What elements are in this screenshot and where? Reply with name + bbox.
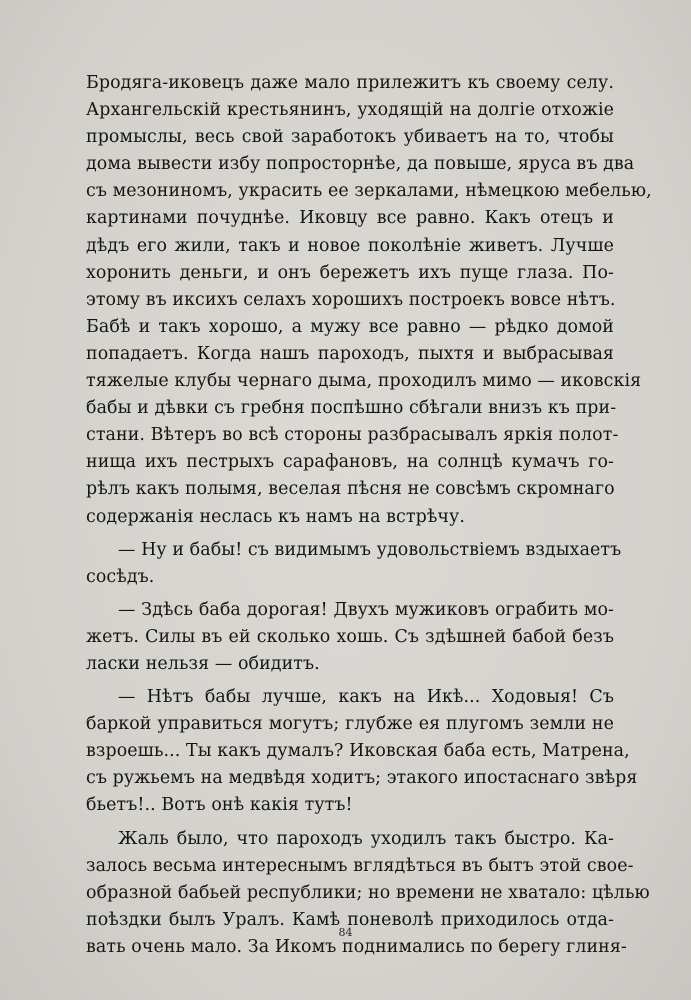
text-line: — Ну и бабы! съ видимымъ удовольствіемъ вздыхаетъ (118, 539, 622, 560)
text-line: сосѣдъ. (86, 566, 155, 587)
text-line: картинами почуднѣе. Иковцу все равно. Какъ отецъ и (86, 208, 614, 229)
text-line: взроешь... Ты какъ думалъ? Иковская баба есть, Матрена, (86, 741, 630, 762)
text-line: Жаль было, что пароходъ уходилъ такъ быстро. Ка- (118, 828, 614, 849)
text-line: тяжелые клубы чернаго дыма, проходилъ мимо — иковскія (86, 371, 642, 392)
body-text (86, 70, 652, 961)
text-line: Бродяга-иковецъ даже мало прилежитъ къ своему селу. (86, 73, 614, 93)
text-line: баркой управиться могутъ; глубже ея плугомъ земли не (86, 714, 614, 735)
text-line: дѣдъ его жили, такъ и новое поколѣніе живетъ. Лучше (86, 235, 614, 256)
text-line: содержанія неслась къ намъ на встрѣчу. (86, 506, 465, 527)
paragraph (86, 684, 638, 819)
page-number: 84 (338, 926, 353, 939)
paragraph (86, 597, 614, 678)
text-line: — Здѣсь баба дорогая! Двухъ мужиковъ ограбить мо- (118, 599, 614, 620)
text-line: бьетъ!.. Вотъ онѣ какія тутъ! (86, 795, 353, 816)
text-line: поѣздки былъ Уралъ. Камѣ поневолѣ приходилось отда- (86, 909, 614, 930)
paragraph (86, 826, 650, 961)
text-line: — Нѣтъ бабы лучше, какъ на Икѣ... Ходовыя! Съ (118, 687, 614, 708)
text-line: ласки нельзя — обидитъ. (86, 653, 320, 674)
text-line: бабы и дѣвки съ гребня поспѣшно сбѣгали внизъ къ при- (86, 398, 617, 419)
text-line: этому въ иксихъ селахъ хорошихъ построекъ вовсе нѣтъ. (86, 289, 616, 310)
paragraph (86, 537, 622, 591)
text-line: съ мезониномъ, украсить ее зеркалами, нѣмецкою мебелью, (86, 181, 652, 202)
text-line: жетъ. Силы въ ей сколько хошь. Съ здѣшней бабой безъ (86, 626, 614, 647)
text-line: образной бабьей республики; но времени не хватало: цѣлью (86, 882, 650, 903)
text-line: вать очень мало. За Икомъ поднимались по берегу глиня- (86, 936, 627, 957)
text-line: попадаетъ. Когда нашъ пароходъ, пыхтя и выбрасывая (86, 343, 614, 364)
text-line: промыслы, весь свой заработокъ убиваетъ на то, чтобы (86, 127, 614, 148)
text-line: съ ружьемъ на медвѣдя ходитъ; этакого ипостаснаго звѣря (86, 768, 638, 789)
text-line: залось весьма интереснымъ вглядѣться въ бытъ этой свое- (86, 855, 634, 876)
text-line: нища ихъ пестрыхъ сарафановъ, на солнцѣ кумачъ го- (86, 452, 614, 473)
text-line: дома вывести избу попросторнѣе, да повыше, яруса въ два (86, 154, 635, 175)
text-line: стани. Вѣтеръ во всѣ стороны разбрасывалъ яркія полот- (86, 425, 619, 446)
text-line: хоронить деньги, и онъ бережетъ ихъ пуще глаза. По- (86, 262, 614, 283)
paragraph (86, 70, 652, 531)
text-line: рѣлъ какъ полымя, веселая пѣсня не совсѣмъ скромнаго (86, 479, 615, 500)
text-line: Бабѣ и такъ хорошо, а мужу все равно — рѣдко домой (86, 316, 614, 337)
text-line: Архангельскій крестьянинъ, уходящій на долгіе отхожіе (86, 100, 614, 121)
